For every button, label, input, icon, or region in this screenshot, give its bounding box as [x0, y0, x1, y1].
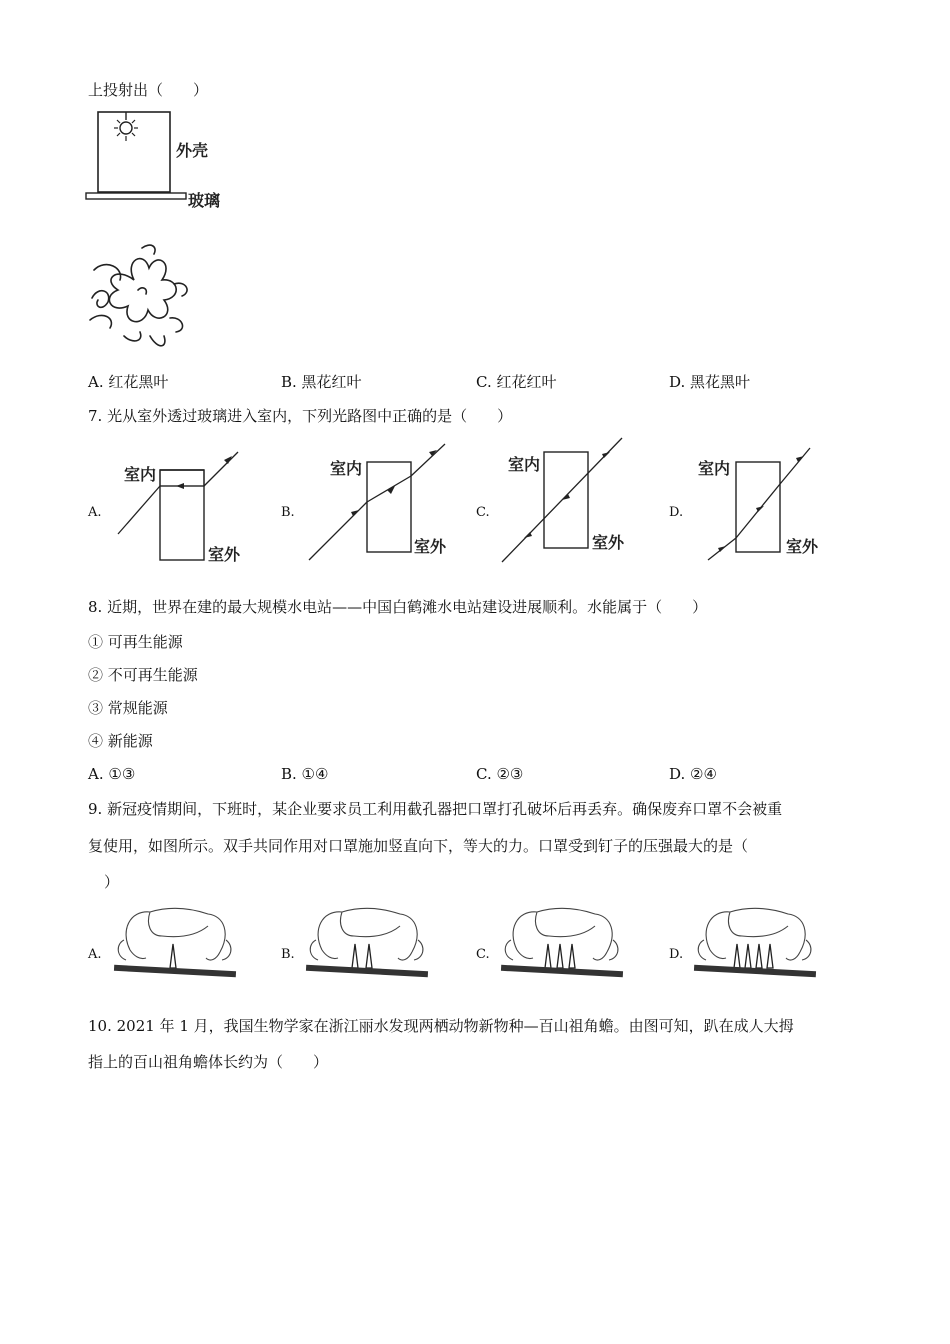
q7-d-indoor-label: 室内	[698, 459, 731, 478]
q9-stem-line1: 9. 新冠疫情期间，下班时，某企业要求员工利用截孔器把口罩打孔破坏后再丢弃。确保废弃口罩不会被重	[88, 800, 783, 818]
q8-option-c[interactable]: C. ②③	[476, 765, 524, 783]
q8-item-4: ④ 新能源	[88, 732, 153, 750]
lamp-shell-outline	[98, 112, 170, 192]
q7-b-outdoor-label: 室外	[414, 537, 447, 556]
q7-d-outdoor-label: 室外	[786, 537, 819, 556]
flower-sketch	[84, 240, 194, 355]
q7-a-indoor-label: 室内	[124, 465, 157, 484]
q6-option-b[interactable]: B. 黑花红叶	[281, 373, 362, 391]
q6-option-c[interactable]: C. 红花红叶	[476, 373, 557, 391]
q8-option-b[interactable]: B. ①④	[281, 765, 329, 783]
q7-c-outdoor-label: 室外	[592, 533, 625, 552]
q7-b-indoor-label: 室内	[330, 459, 363, 478]
q9-punch-a[interactable]	[110, 900, 240, 985]
glass-label: 玻璃	[188, 191, 221, 210]
q9-stem-line3: ）	[104, 873, 120, 891]
glass-plate	[86, 193, 186, 199]
q8-item-1: ① 可再生能源	[88, 633, 183, 651]
q7-option-c-letter[interactable]: C.	[476, 505, 490, 520]
bulb-icon	[120, 122, 132, 134]
shell-label: 外壳	[176, 141, 209, 160]
q6-option-d[interactable]: D. 黑花黑叶	[669, 373, 751, 391]
bulb-rays-icon	[114, 120, 138, 141]
q7-c-indoor-label: 室内	[508, 455, 541, 474]
q7-option-a-letter[interactable]: A.	[88, 505, 102, 520]
q7-a-outdoor-label: 室外	[208, 545, 241, 564]
q7-stem: 7. 光从室外透过玻璃进入室内，下列光路图中正确的是（ ）	[88, 407, 513, 425]
q10-stem-line2: 指上的百山祖角蟾体长约为（ ）	[88, 1053, 329, 1071]
q9-stem-line2: 复使用，如图所示。双手共同作用对口罩施加竖直向下，等大的力。口罩受到钉子的压强最大的是（	[88, 837, 749, 855]
q7-option-d-letter[interactable]: D.	[669, 505, 684, 520]
q9-option-b-letter[interactable]: B.	[281, 947, 295, 962]
q9-punch-c[interactable]	[497, 900, 627, 985]
q8-option-d[interactable]: D. ②④	[669, 765, 717, 783]
q9-option-c-letter[interactable]: C.	[476, 947, 490, 962]
q9-option-a-letter[interactable]: A.	[88, 947, 102, 962]
q8-item-3: ③ 常规能源	[88, 699, 168, 717]
q8-item-2: ② 不可再生能源	[88, 666, 198, 684]
q9-option-d-letter[interactable]: D.	[669, 947, 684, 962]
q6-stem-tail: 上投射出（ ）	[88, 81, 209, 99]
q9-punch-d[interactable]	[690, 900, 820, 985]
q10-stem-line1: 10. 2021 年 1 月，我国生物学家在浙江丽水发现两栖动物新物种—百山祖角蟾。由图可知，趴在成人大拇	[88, 1017, 794, 1035]
q6-option-a[interactable]: A. 红花黑叶	[88, 373, 169, 391]
q7-option-b-letter[interactable]: B.	[281, 505, 295, 520]
q8-stem: 8. 近期，世界在建的最大规模水电站——中国白鹤滩水电站建设进展顺利。水能属于（ ）	[88, 598, 708, 616]
q9-punch-b[interactable]	[302, 900, 432, 985]
q8-option-a[interactable]: A. ①③	[88, 765, 136, 783]
